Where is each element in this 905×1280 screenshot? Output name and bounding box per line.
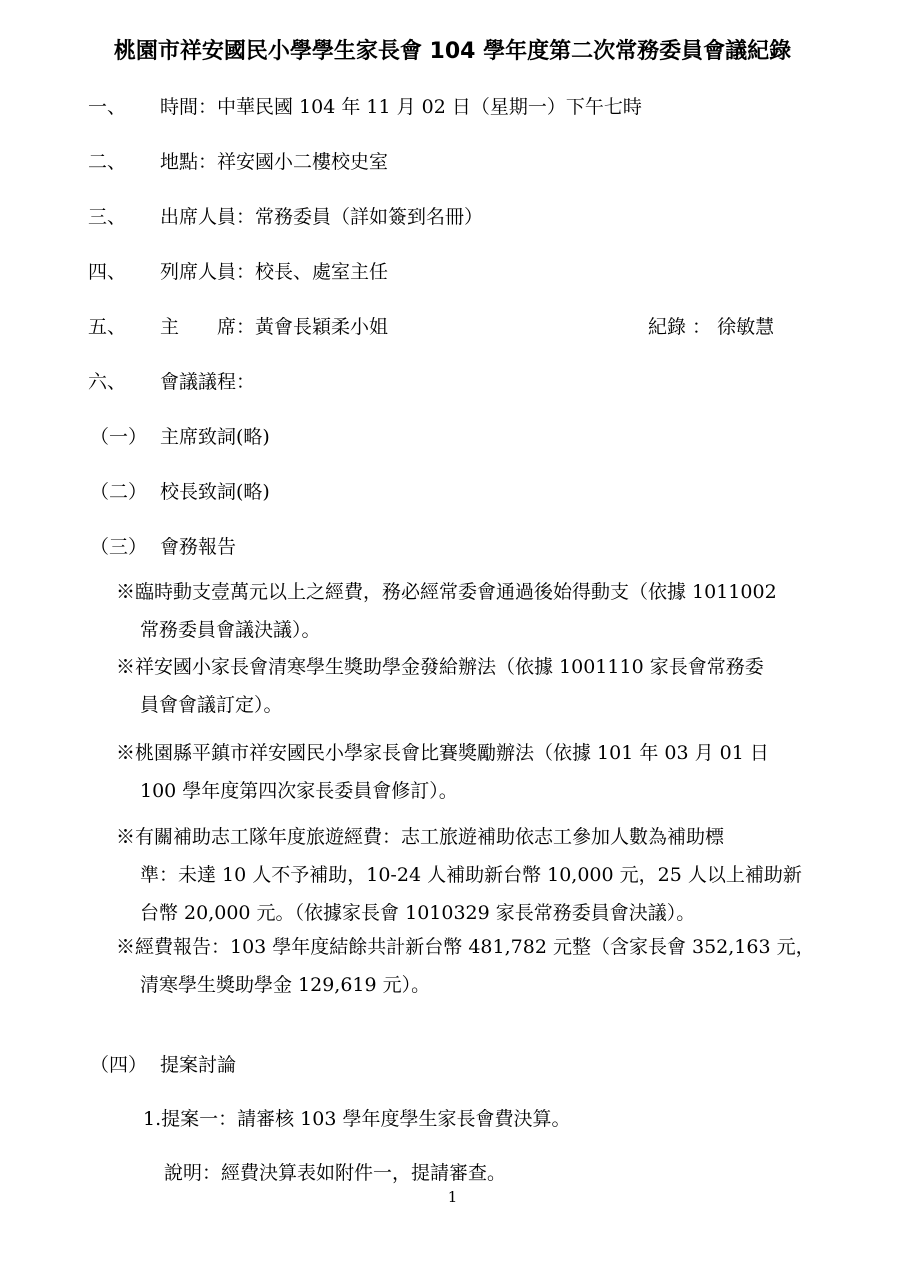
proposal-one: 1.提案一：請審核 103 學年度學生家長會費決算。 bbox=[143, 1108, 571, 1130]
recorder: 紀錄 ： 徐敏慧 bbox=[648, 316, 775, 338]
item-text: 主 席：黃會長穎柔小姐 bbox=[160, 316, 389, 338]
report-bullet bbox=[116, 573, 821, 649]
item-text: 地點：祥安國小二樓校史室 bbox=[160, 151, 389, 173]
item-number: 三、 bbox=[88, 206, 127, 228]
document-title: 桃園市祥安國民小學學生家長會 104 學年度第二次常務委員會議紀錄 bbox=[113, 39, 792, 64]
item-number: 一、 bbox=[88, 96, 127, 118]
item-number: 五、 bbox=[88, 316, 127, 338]
item-text: 時間：中華民國 104 年 11 月 02 日（星期一）下午七時 bbox=[160, 96, 642, 118]
bullet-line: 準：未達 10 人不予補助，10-24 人補助新台幣 10,000 元，25 人以上補助新 bbox=[140, 864, 802, 886]
bullet-line: 清寒學生獎助學金 129,619 元）。 bbox=[140, 974, 431, 996]
bullet-line: ※臨時動支壹萬元以上之經費，務必經常委會通過後始得動支（依據 1011002 bbox=[116, 581, 777, 603]
agenda-text: 提案討論 bbox=[160, 1054, 237, 1076]
agenda-number: （三） bbox=[90, 536, 148, 558]
item-number: 四、 bbox=[88, 261, 127, 283]
item-number: 六、 bbox=[88, 371, 127, 393]
agenda-number: （一） bbox=[90, 426, 148, 448]
agenda-text: 會務報告 bbox=[160, 536, 237, 558]
page-number: 1 bbox=[447, 1188, 458, 1206]
bullet-line: 員會會議訂定）。 bbox=[140, 694, 283, 716]
agenda-number: （二） bbox=[90, 481, 148, 503]
report-bullet bbox=[116, 734, 821, 810]
report-bullet bbox=[116, 818, 821, 932]
agenda-text: 主席致詞(略) bbox=[160, 426, 270, 448]
bullet-line: 台幣 20,000 元。（依據家長會 1010329 家長常務委員會決議）。 bbox=[140, 902, 696, 924]
bullet-line: 100 學年度第四次家長委員會修訂）。 bbox=[140, 780, 458, 802]
bullet-line: ※經費報告：103 學年度結餘共計新台幣 481,782 元整（含家長會 352,163 元， bbox=[116, 936, 815, 958]
bullet-line: ※祥安國小家長會清寒學生獎助學金發給辦法（依據 1001110 家長會常務委 bbox=[116, 656, 764, 678]
report-bullet bbox=[116, 928, 821, 1004]
report-bullet bbox=[116, 648, 821, 724]
item-number: 二、 bbox=[88, 151, 127, 173]
agenda-text: 校長致詞(略) bbox=[160, 481, 270, 503]
proposal-explanation: 說明：經費決算表如附件一，提請審查。 bbox=[164, 1162, 507, 1184]
bullet-line: 常務委員會議決議）。 bbox=[140, 619, 321, 641]
item-text: 會議議程： bbox=[160, 371, 256, 393]
bullet-line: ※有關補助志工隊年度旅遊經費：志工旅遊補助依志工參加人數為補助標 bbox=[116, 826, 725, 848]
agenda-number: （四） bbox=[90, 1054, 148, 1076]
item-text: 列席人員：校長、處室主任 bbox=[160, 261, 389, 283]
item-text: 出席人員：常務委員（詳如簽到名冊） bbox=[160, 206, 484, 228]
bullet-line: ※桃園縣平鎮市祥安國民小學家長會比賽獎勵辦法（依據 101 年 03 月 01 日 bbox=[116, 742, 769, 764]
